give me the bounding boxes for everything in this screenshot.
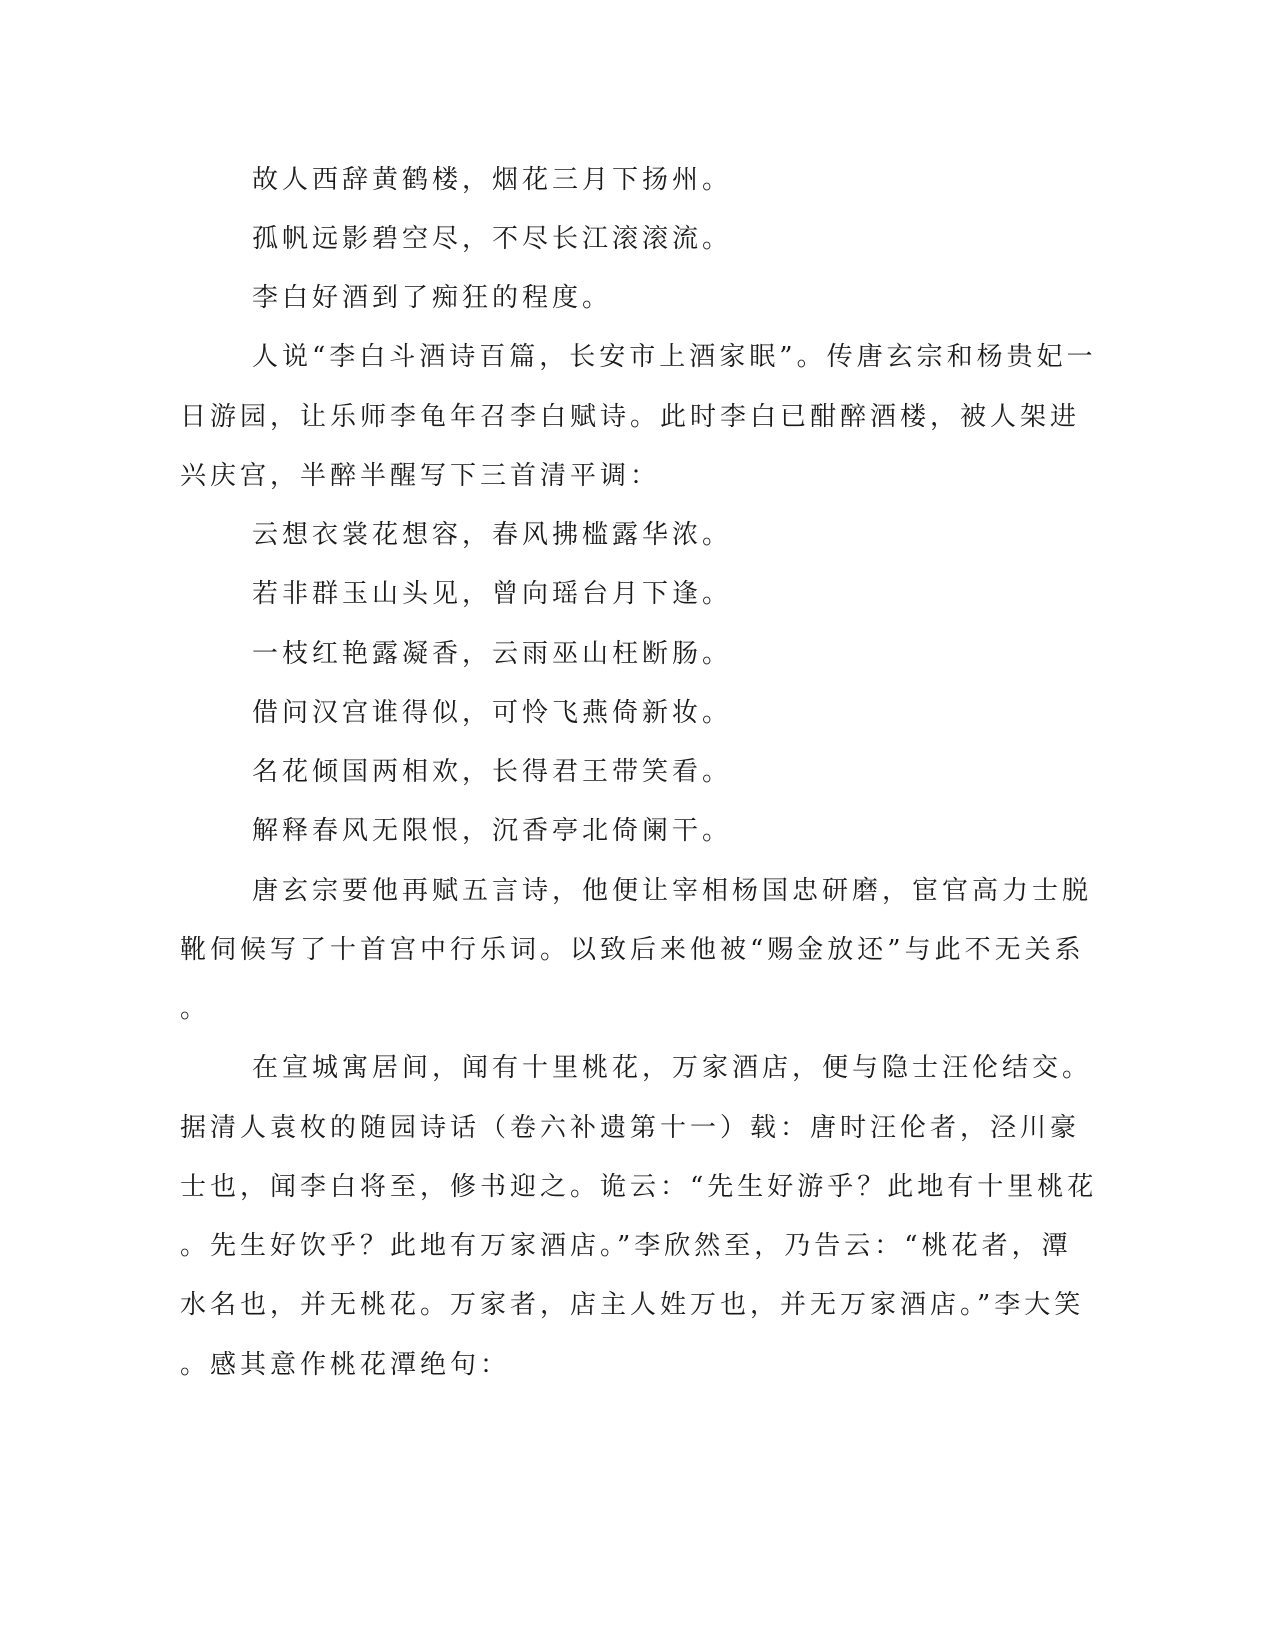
poem-line: 名花倾国两相欢，长得君王带笑看。 — [252, 757, 733, 787]
paragraph-line: 兴庆宫，半醉半醒写下三首清平调： — [180, 461, 661, 491]
paragraph-line: 在宣城寓居间，闻有十里桃花，万家酒店，便与隐士汪伦结交。 — [252, 1053, 1093, 1083]
paragraph-line: 李白好酒到了痴狂的程度。 — [252, 283, 613, 313]
poem-line: 云想衣裳花想容，春风拂槛露华浓。 — [252, 520, 733, 550]
poem-line: 解释春风无限恨，沉香亭北倚阑干。 — [252, 816, 733, 846]
paragraph-line: 日游园，让乐师李龟年召李白赋诗。此时李白已酣醉酒楼，被人架进 — [180, 402, 1081, 432]
poem-line: 一枝红艳露凝香，云雨巫山枉断肠。 — [252, 639, 733, 669]
poem-line: 借问汉宫谁得似，可怜飞燕倚新妆。 — [252, 698, 733, 728]
paragraph-line: 。 — [180, 994, 211, 1024]
paragraph-line: 据清人袁枚的随园诗话（卷六补遗第十一）载：唐时汪伦者，泾川豪 — [180, 1113, 1081, 1143]
poem-line: 若非群玉山头见，曾向瑶台月下逢。 — [252, 579, 733, 609]
paragraph-line: 。感其意作桃花潭绝句： — [180, 1350, 511, 1380]
paragraph-line: 靴伺候写了十首宫中行乐词。以致后来他被“赐金放还”与此不无关系 — [180, 935, 1085, 965]
poem-line-1: 故人西辞黄鹤楼，烟花三月下扬州。 — [252, 165, 733, 195]
paragraph-line: 唐玄宗要他再赋五言诗，他便让宰相杨国忠研磨，宦官高力士脱 — [252, 876, 1093, 906]
paragraph-line: 士也，闻李白将至，修书迎之。诡云：“先生好游乎？此地有十里桃花 — [180, 1172, 1098, 1202]
poem-line-2: 孤帆远影碧空尽，不尽长江滚滚流。 — [252, 224, 733, 254]
paragraph-line: 水名也，并无桃花。万家者，店主人姓万也，并无万家酒店。”李大笑 — [180, 1290, 1085, 1320]
paragraph-line: 。先生好饮乎？此地有万家酒店。”李欣然至，乃告云：“桃花者，潭 — [180, 1231, 1072, 1261]
paragraph-line: 人说“李白斗酒诗百篇，长安市上酒家眠”。传唐玄宗和杨贵妃一 — [252, 342, 1097, 372]
